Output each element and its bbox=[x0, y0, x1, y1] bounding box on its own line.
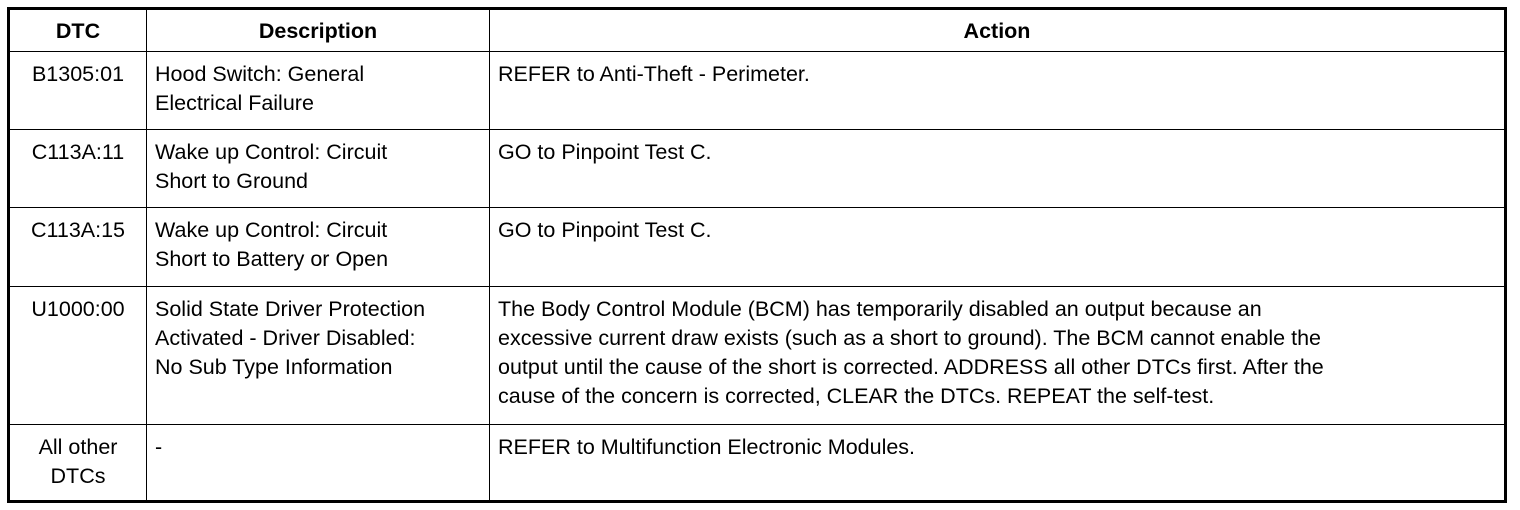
table-row bbox=[9, 52, 1506, 130]
description-text: Hood Switch: General Electrical Failure bbox=[155, 62, 365, 115]
action-text: GO to Pinpoint Test C. bbox=[498, 218, 712, 243]
dtc-table bbox=[7, 7, 1507, 503]
action-cell bbox=[490, 130, 1506, 208]
header-dtc: DTC bbox=[9, 9, 147, 52]
description-cell bbox=[147, 52, 490, 130]
table-row bbox=[9, 130, 1506, 208]
action-text: REFER to Anti-Theft - Perimeter. bbox=[498, 62, 810, 86]
table-row bbox=[9, 286, 1506, 424]
dtc-code-cell bbox=[9, 52, 147, 130]
table-header-row bbox=[9, 9, 1506, 52]
dtc-code-cell bbox=[9, 424, 147, 501]
dtc-code-cell bbox=[9, 130, 147, 208]
table-row bbox=[9, 208, 1506, 286]
action-cell bbox=[490, 286, 1506, 424]
description-cell bbox=[147, 286, 490, 424]
dtc-code-cell bbox=[9, 286, 147, 424]
action-cell bbox=[490, 52, 1506, 130]
action-text: REFER to Multifunction Electronic Modules. bbox=[498, 434, 916, 459]
dtc-code-cell bbox=[9, 208, 147, 286]
header-description: Description bbox=[147, 9, 490, 52]
dtc-code: B1305:01 bbox=[31, 62, 125, 86]
description-text: Wake up Control: Circuit Short to Battery or Open bbox=[155, 218, 389, 272]
description-cell bbox=[147, 208, 490, 286]
action-text: The Body Control Module (BCM) has temporarily disabled an output because an excessive current draw exists (such as a short to ground). The BCM cannot enable the output until the cause of the short is corrected. ADDRESS all other DTCs first. After the cause of the concern is corrected, CLEAR the DTCs. REPEAT the self-test. bbox=[498, 296, 1324, 408]
description-cell bbox=[147, 130, 490, 208]
dtc-code: C113A:11 bbox=[31, 140, 125, 165]
action-cell bbox=[490, 424, 1506, 501]
table-row bbox=[9, 424, 1506, 501]
dtc-code: C113A:15 bbox=[30, 218, 126, 243]
dtc-code: U1000:00 bbox=[31, 296, 125, 321]
action-cell bbox=[490, 208, 1506, 286]
description-cell bbox=[147, 424, 490, 501]
description-text: Solid State Driver Protection Activated - Driver Disabled: No Sub Type Information bbox=[155, 296, 426, 379]
action-text: GO to Pinpoint Test C. bbox=[498, 140, 712, 165]
header-action: Action bbox=[490, 9, 1506, 52]
description-text: Wake up Control: Circuit Short to Ground bbox=[155, 140, 388, 194]
description-text: - bbox=[155, 434, 163, 459]
dtc-code: All other DTCs bbox=[38, 434, 118, 488]
